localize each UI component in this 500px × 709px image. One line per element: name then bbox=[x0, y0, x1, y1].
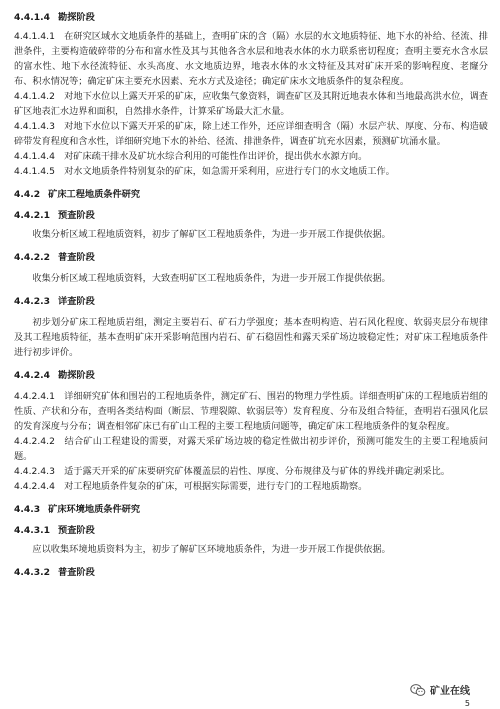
paragraph: 4.4.1.4.3 对地下水位以下露天开采的矿床，除上述工作外，还应详细查明含（隔）水层产状、厚度、分布、构造破碎带发育程度和含水性，详细研究地下水的补给、径流、排泄条件，调查矿坑充水因素，预测矿坑涌水量。 bbox=[14, 121, 488, 147]
watermark bbox=[410, 682, 470, 697]
paragraph: 4.4.2.4.2 结合矿山工程建设的需要，对露天采矿场边坡的稳定性做出初步评价，预测可能发生的主要工程地质问题。 bbox=[14, 436, 488, 462]
paragraph: 4.4.1.4.5 对水文地质条件特别复杂的矿床，如急需开采利用，应进行专门的水文地质工作。 bbox=[14, 166, 395, 177]
paragraph: 收集分析区域工程地质资料，大致查明矿区工程地质条件，为进一步开展工作提供依据。 bbox=[32, 273, 391, 284]
paragraph: 4.4.2.4.4 对工程地质条件复杂的矿床，可根据实际需要，进行专门的工程地质勘察。 bbox=[14, 481, 368, 492]
wechat-icon bbox=[410, 683, 426, 697]
paragraph: 初步划分矿床工程地质岩组，测定主要岩石、矿石力学强度；基本查明构造、岩石风化程度、软弱夹层分布规律及其工程地质特征，基本查明矿床开采影响范围内岩石、矿石稳固性和露天采矿场边坡稳定性；对矿床工程地质条件进行初步评价。 bbox=[14, 317, 488, 358]
section-heading: 4.4.1.4 勘探阶段 bbox=[14, 12, 95, 23]
paragraph: 4.4.1.4.2 对地下水位以上露天开采的矿床，应收集气象资料，调查矿区及其附近地表水体和当地最高洪水位，调查矿区地表汇水边界和面积，自然排水条件，计算采矿场最大汇水量。 bbox=[14, 91, 488, 117]
watermark-text: 矿业在线 bbox=[430, 686, 470, 697]
section-heading: 4.4.3 矿床环境地质条件研究 bbox=[14, 504, 141, 515]
section-heading: 4.4.3.2 普查阶段 bbox=[14, 567, 95, 578]
section-heading: 4.4.3.1 预查阶段 bbox=[14, 525, 95, 536]
paragraph: 收集分析区域工程地质资料，初步了解矿区工程地质条件，为进一步开展工作提供依据。 bbox=[32, 229, 391, 240]
paragraph: 4.4.1.4.1 在研究区域水文地质条件的基础上，查明矿床的含（隔）水层的水文地质特征、地下水的补给、径流、排泄条件，主要构造破碎带的分布和富水性及其与其他各含水层和地表水体的水力联系密切程度；查明主要充水含水层的富水性、地下水径流特征、水头高度、水文地质边界，地表水体的水文特征及其对矿床开采的影响程度、老窿分布、积水情况等；确定矿床主要充水因素、充水方式及途径；确定矿床水文地质条件的复杂程度。 bbox=[14, 31, 488, 87]
section-heading: 4.4.2.1 预查阶段 bbox=[14, 210, 95, 221]
page-number: 5 bbox=[464, 699, 470, 708]
section-heading: 4.4.2 矿床工程地质条件研究 bbox=[14, 189, 141, 200]
paragraph: 应以收集环境地质资料为主，初步了解矿区环境地质条件，为进一步开展工作提供依据。 bbox=[32, 544, 391, 555]
section-heading: 4.4.2.2 普查阶段 bbox=[14, 252, 95, 263]
document-page bbox=[14, 6, 488, 586]
paragraph: 4.4.2.4.1 详细研究矿体和围岩的工程地质条件，测定矿石、围岩的物理力学性质。详细查明矿床的工程地质岩组的性质、产状和分布，查明各类结构面（断层、节理裂隙、软弱层等）发育程度、分布及组合特征，查明岩石强风化层的发育深度与分布；调查相邻矿床已有矿山工程的主要工程地质问题等，确定矿床工程地质条件的复杂程度。 bbox=[14, 391, 488, 432]
paragraph: 4.4.1.4.4 对矿床疏干排水及矿坑水综合利用的可能性作出评价，提出供水水源方向。 bbox=[14, 151, 368, 162]
paragraph: 4.4.2.4.3 适于露天开采的矿床要研究矿体覆盖层的岩性、厚度、分布规律及与矿体的界线并确定剥采比。 bbox=[14, 466, 450, 477]
section-heading: 4.4.2.3 详查阶段 bbox=[14, 296, 95, 307]
section-heading: 4.4.2.4 勘探阶段 bbox=[14, 370, 95, 381]
